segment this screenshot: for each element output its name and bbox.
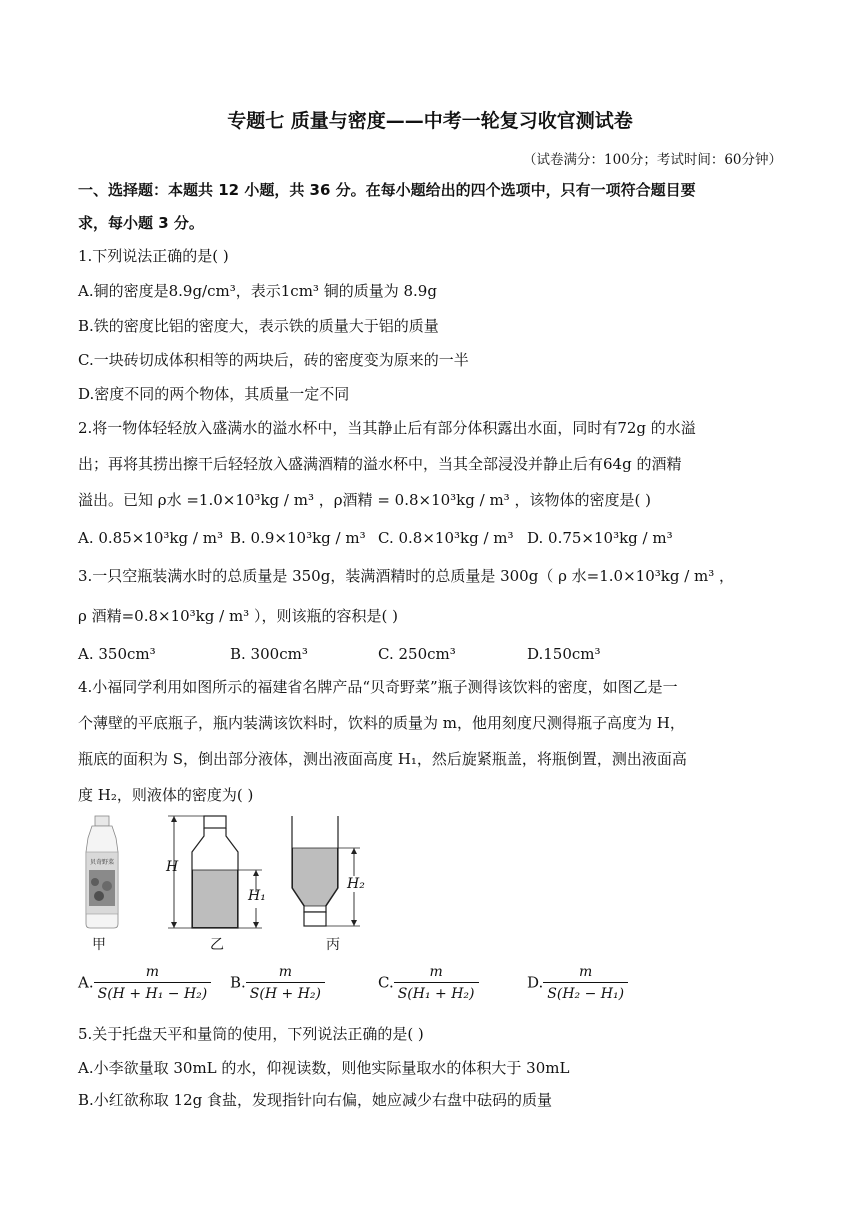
q4-option-c bbox=[378, 962, 479, 1005]
label-H: H bbox=[166, 859, 179, 875]
q4-figure bbox=[78, 812, 388, 952]
product-bottle-image bbox=[86, 816, 118, 928]
q4-option-a-numerator: m bbox=[94, 962, 212, 983]
q3-line2: ρ 酒精=0.8×10³kg / m³ ），则该瓶的容积是( ) bbox=[78, 607, 398, 625]
figure-label-yi: 乙 bbox=[210, 937, 224, 953]
q1-option-b: B.铁的密度比铝的密度大，表示铁的质量大于铝的质量 bbox=[78, 317, 439, 335]
q4-line1: 4.小福同学利用如图所示的福建省名牌产品“贝奇野菜”瓶子测得该饮料的密度，如图乙是一 bbox=[78, 678, 678, 696]
q4-option-c-numerator: m bbox=[394, 962, 479, 983]
q5-option-b: B.小红欲称取 12g 食盐，发现指针向右偏，她应减少右盘中砝码的质量 bbox=[78, 1091, 553, 1109]
q5-option-a: A.小李欲量取 30mL 的水，仰视读数，则他实际量取水的体积大于 30mL bbox=[78, 1059, 570, 1077]
q4-option-a-fraction bbox=[94, 962, 212, 1005]
q4-line3: 瓶底的面积为 S，倒出部分液体，测出液面高度 H₁，然后旋紧瓶盖，将瓶倒置，测出液面高 bbox=[78, 750, 687, 768]
q2-line3: 溢出。已知 ρ水 =1.0×10³kg / m³ ，ρ酒精 = 0.8×10³kg / m³ ，该物体的密度是( ) bbox=[78, 491, 651, 509]
q4-option-b-prefix: B. bbox=[230, 973, 246, 992]
exam-meta: （试卷满分：100分；考试时间：60分钟） bbox=[523, 152, 782, 168]
q4-option-b-numerator: m bbox=[246, 962, 325, 983]
q4-line4: 度 H₂，则液体的密度为( ) bbox=[78, 786, 254, 804]
q1-option-a: A.铜的密度是8.9g/cm³，表示1cm³ 铜的质量为 8.9g bbox=[78, 282, 437, 300]
q5-stem: 5.关于托盘天平和量筒的使用，下列说法正确的是( ) bbox=[78, 1025, 424, 1043]
q4-option-b-denominator: S(H + H₂) bbox=[249, 986, 321, 1002]
q1-option-c: C.一块砖切成体积相等的两块后，砖的密度变为原来的一半 bbox=[78, 351, 469, 369]
section-heading-line1: 一、选择题：本题共 12 小题，共 36 分。在每小题给出的四个选项中，只有一项符合题目要 bbox=[78, 181, 696, 199]
q3-option-b: B. 300cm³ bbox=[230, 645, 308, 663]
q4-option-c-fraction bbox=[394, 962, 479, 1005]
q4-option-c-prefix: C. bbox=[378, 973, 394, 992]
q4-option-a-denominator: S(H + H₁ − H₂) bbox=[97, 986, 208, 1002]
q2-line2: 出；再将其捞出擦干后轻轻放入盛满酒精的溢水杯中，当其全部浸没并静止后有64g 的酒精 bbox=[78, 455, 682, 473]
q2-option-d: D. 0.75×10³kg / m³ bbox=[527, 529, 673, 547]
q3-line1: 3.一只空瓶装满水时的总质量是 350g，装满酒精时的总质量是 300g（ ρ 水=1.0×10³kg / m³ ， bbox=[78, 567, 735, 585]
q2-option-c: C. 0.8×10³kg / m³ bbox=[378, 529, 514, 547]
section-heading-line2: 求，每小题 3 分。 bbox=[78, 214, 204, 232]
q3-option-d: D.150cm³ bbox=[527, 645, 601, 663]
q4-line2: 个薄壁的平底瓶子，瓶内装满该饮料时，饮料的质量为 m，他用刻度尺测得瓶子高度为 H， bbox=[78, 714, 685, 732]
figure-label-jia: 甲 bbox=[92, 937, 106, 953]
q3-option-c: C. 250cm³ bbox=[378, 645, 456, 663]
q4-option-d-denominator: S(H₂ − H₁) bbox=[547, 986, 625, 1002]
q2-option-a: A. 0.85×10³kg / m³ bbox=[78, 529, 223, 547]
q4-option-a-prefix: A. bbox=[78, 973, 94, 992]
label-H1: H₁ bbox=[248, 888, 266, 904]
page-title: 专题七 质量与密度——中考一轮复习收官测试卷 bbox=[227, 110, 633, 132]
figure-label-bing: 丙 bbox=[326, 937, 340, 953]
q2-option-b: B. 0.9×10³kg / m³ bbox=[230, 529, 366, 547]
q4-option-d bbox=[527, 962, 628, 1005]
bottle-brand-text: 贝奇野菜 bbox=[89, 859, 115, 866]
q1-stem: 1.下列说法正确的是( ) bbox=[78, 247, 229, 265]
q2-line1: 2.将一物体轻轻放入盛满水的溢水杯中，当其静止后有部分体积露出水面，同时有72g 的水溢 bbox=[78, 419, 696, 437]
q4-option-d-fraction bbox=[543, 962, 628, 1005]
inverted-bottle-diagram bbox=[292, 816, 363, 926]
q4-option-d-prefix: D. bbox=[527, 973, 544, 992]
q4-option-d-numerator: m bbox=[543, 962, 628, 983]
q4-option-b bbox=[230, 962, 325, 1005]
label-H2: H₂ bbox=[347, 876, 365, 892]
q4-option-b-fraction bbox=[246, 962, 325, 1005]
q1-option-d: D.密度不同的两个物体，其质量一定不同 bbox=[78, 385, 350, 403]
q3-option-a: A. 350cm³ bbox=[78, 645, 156, 663]
q4-option-a bbox=[78, 962, 211, 1005]
q4-option-c-denominator: S(H₁ + H₂) bbox=[397, 986, 475, 1002]
upright-bottle-diagram bbox=[168, 816, 265, 928]
